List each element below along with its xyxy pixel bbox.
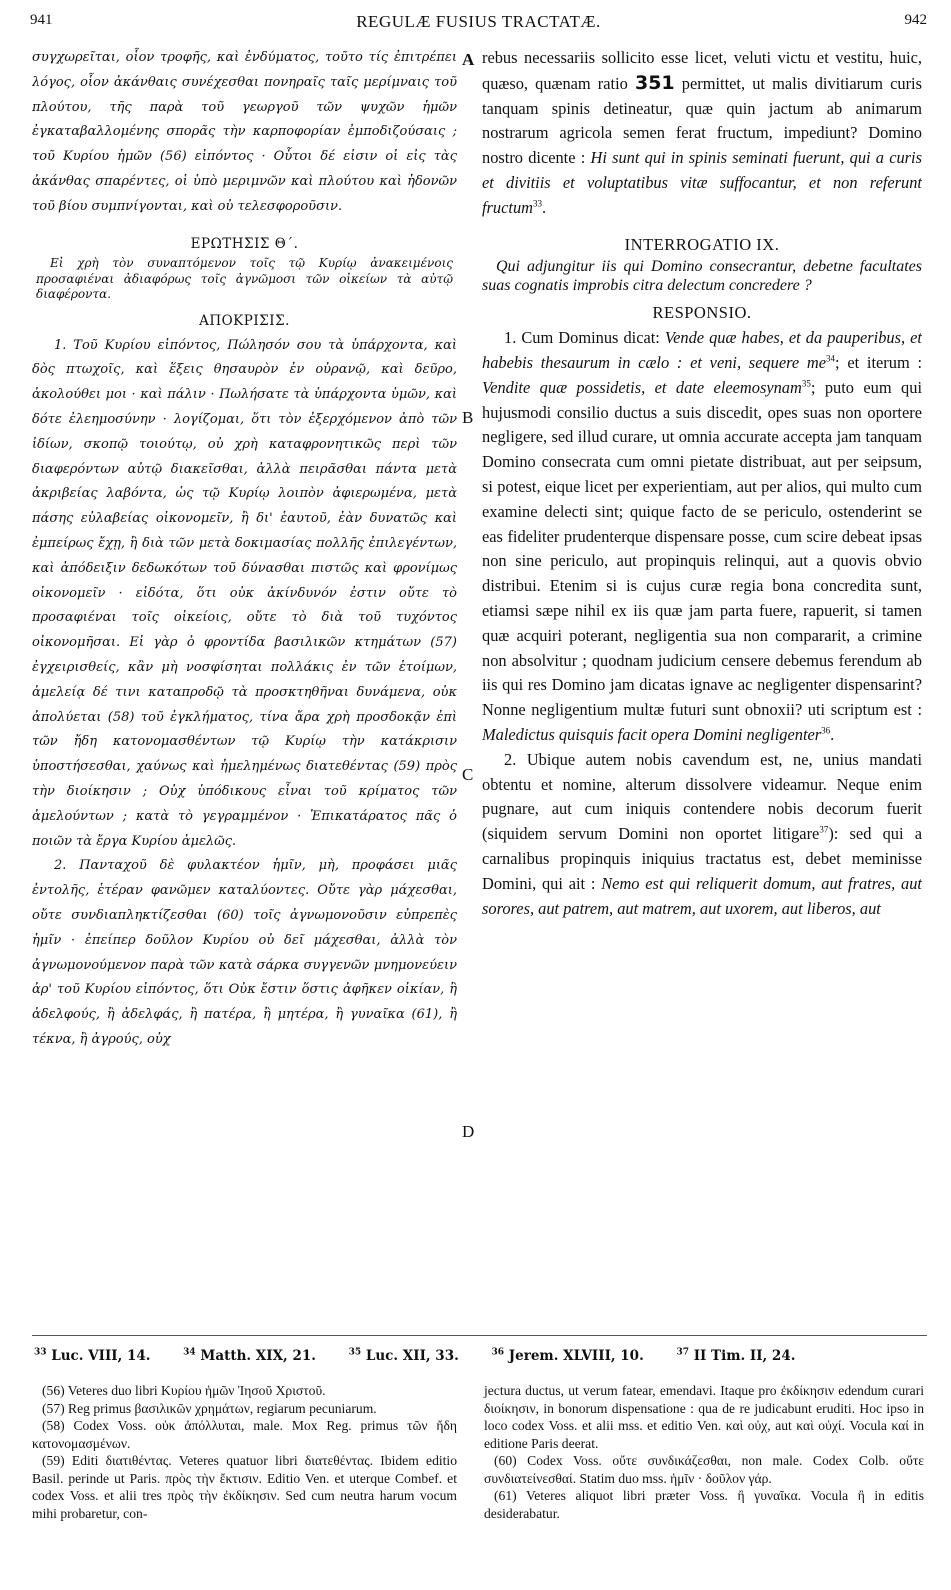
latin-text: 2. Ubique autem nobis cavendum est, ne, unius mandati obtentu et nomine, alterum dissolvere videamur. Neque enim pugnare, aut cum iniquis contendere nobis decorum fuerit (siquidem servum Domini non oportet litigare — [482, 749, 922, 844]
latin-question-heading: INTERROGATIO IX. — [624, 234, 780, 254]
margin-letter-b: B — [462, 408, 474, 427]
note: (61) Veteres aliquot libri præter Voss. ἢ γυναῖκα. Vocula ἢ in editis desiderabatur. — [484, 1488, 924, 1521]
citation — [183, 1348, 330, 1364]
page-number-left: 941 — [30, 12, 53, 28]
latin-text: ): sed qui a carnalibus propinquis iniquius tractatus est, debet meminisse Domini, qui ait : — [482, 824, 922, 893]
footnote-ref: 33 — [533, 198, 542, 209]
citation — [349, 1348, 473, 1364]
latin-paragraph-3 — [482, 748, 922, 922]
citation-text: II Tim. II, 24. — [693, 1348, 796, 1364]
footnote-ref: 35 — [801, 378, 811, 389]
citation-number: 37 — [676, 1347, 690, 1358]
latin-text: rebus necessariis sollicito esse licet, veluti victu et vestitu, huic, quæso, quænam ratio — [482, 48, 922, 93]
greek-question: Εἰ χρὴ τὸν συναπτόμενον τοῖς τῷ Κυρίῳ ἀνακειμένοις προσαφιέναι ἀδιαφόρως τοῖς ἀγνῶμοσι τῶν οἰκείων τὰ αὐτῷ διαφέροντα. — [36, 256, 453, 302]
citation — [492, 1348, 658, 1364]
margin-letter-d: D — [462, 1122, 475, 1141]
latin-question: Qui adjungitur iis qui Domino consecrantur, debetne facultates suas cognatis improbis citra delectum concredere ? — [482, 258, 922, 295]
column-number-351: 351 — [634, 71, 675, 94]
scripture-citations — [34, 1348, 934, 1364]
greek-paragraph-2: 1. Τοῦ Κυρίου εἰπόντος, Πώλησόν σου τὰ ὑπάρχοντα, καὶ δὸς πτωχοῖς, καὶ ἕξεις θησαυρὸν ἐν οὐρανῷ, καὶ δεῦρο, ἀκολούθει μοι · καὶ πάλιν · Πωλήσατε τὰ ὑπάρχοντα ὑμῶν, καὶ δότε ἐλεημοσύνην · λογίζομαι, ὅτι τὸν ἐξερχόμενον ἀπὸ τῶν ἰδίων, σκοπῷ τοιούτῳ, οὐ χρὴ καταφρονητικῶς περὶ τῶν διαφερόντων αὐτῷ διακεῖσθαι, ἀλλὰ πειρᾶσθαι πάντα μετὰ ἀκριβείας λαβόντα, ὡς τῷ Κυρίῳ λοιπὸν ἀφιερωμένα, μετὰ πάσης εὐλαβείας οἰκονομεῖν, ἢ δι' ἑαυτοῦ, ἐὰν δυνατῶς καὶ ἐμπείρως ἔχῃ, ἢ διὰ τῶν μετὰ δοκιμασίας πολλῆς ἐπιλεγέντων, καὶ ἀπόδειξιν δεδωκότων τοῦ δύνασθαι πιστῶς καὶ φρονίμως οἰκονομεῖν · εἰδότα, ὅτι οὐκ ἀκίνδυνόν ἐστιν οὔτε τὸ προσαφιέναι τοῖς οἰκείοις, οὔτε τὸ διὰ τοῦ τυχόντος οἰκονομῆσαι. Εἰ γὰρ ὁ φροντίδα βασιλικῶν κτημάτων (57) ἐγχειρισθείς, κἂν μὴ νοσφίσηται πολλάκις ἐν τῶν ἑτοίμων, ἀμελείᾳ δέ τινι καταπροδῷ τὰ προσκτηθῆναι δυνάμενα, οὐκ ἀπολύεται (58) τοῦ ἐγκλήματος, τίνα ἄρα χρὴ προσδοκᾷν ἐπὶ τῶν ἤδη κατονομασθέντων τῷ Κυρίῳ τὴν κατάκρισιν ὑποστήσεσθαι, χαύνως καὶ ἠμελημένως διατεθέντας (59) πρὸς τὴν διοίκησιν ; Οὐχ ὑπόδικους εἶναι τοῦ κρίματος τῶν ἀμελούντων ; κατὰ τὸ γεγραμμένον · Ἐπικατάρατος πᾶς ὁ ποιῶν τὰ ἔργα Κυρίου ἀμελῶς. — [32, 337, 457, 849]
margin-letter-c: C — [462, 765, 474, 784]
footnote-ref: 37 — [819, 824, 829, 835]
greek-question-heading: ΕΡΩΤΗΣΙΣ Θ΄. — [190, 235, 299, 252]
page-number-right: 942 — [904, 12, 927, 28]
note: (58) Codex Voss. οὐκ ἀπόλλυται, male. Mox Reg. primus τῶν ἤδη κατονομασμένων. — [32, 1418, 457, 1451]
greek-paragraph-3: 2. Πανταχοῦ δὲ φυλακτέον ἡμῖν, μὴ, προφάσει μιᾶς ἐντολῆς, ἑτέραν φανῶμεν καταλύοντες. Οὔτε γὰρ μάχεσθαι, οὔτε συνδιαπληκτίζεσθαι (60) τοῖς ἀγνωμονοῦσιν εὐπρεπὲς ἡμῖν · ἐπείπερ δοῦλον Κυρίου οὐ δεῖ μάχεσθαι, ἀλλὰ τὸν ἀγνωμονούμενον παρὰ τῶν κατὰ σάρκα συγγενῶν μνημονεύειν ἀρ' τοῦ Κυρίου εἰπόντος, ὅτι Οὐκ ἔστιν ὅστις ἀφῆκεν οἰκίαν, ἢ ἀδελφούς, ἢ ἀδελφάς, ἢ πατέρα, ἢ μητέρα, ἢ γυναῖκα (61), ἢ τέκνα, ἢ ἀγρούς, οὐχ — [32, 858, 457, 1047]
latin-text: ; et iterum : — [835, 352, 922, 372]
latin-quote: Vendite quæ possidetis, et date eleemosynam — [482, 377, 802, 397]
latin-paragraph-2: 1. Cum Dominus dicat: Vende quæ habes, et da pauperibus, et habebis thesaurum in cælo : et veni, sequere $me^{34}$; et iterum : Vendite quæ possidetis, et date eleemosynam$^{35}$; puto eum qui hujusmodi consilio ductus a suis discedit, opes suas non oportere negligere, sed illud curare, ut omnia accurate accepta jam tanquam Domino consecrata cum omni pietate distribuat, aut per seipsum, si potest, eique licet per experientiam, aut per alios, qui multo cum examine delecti sint; quique facto de se periculo, ostenderint se eas fideliter prudenterque dispensare posse, cum scire debeat ipsas non sine periculo, aut propinquis relinqui, aut a quovis obvio distribui. Etenim si is cujus curæ regia bona concredita sunt, etiamsi sæpe nihil ex iis quæ jam parta fuere, rapuerit, si tamen quæ acquiri poterant, negligentia sua non compararit, a crimine non absolvitur ; quodnam judicium censere debemus ferendum ab iis qui res Domino jam dicatas ignave ac negligenter dispensarint? Nonne negligentium multæ futuri sunt obnoxii? uti scriptum est : Maledictus quisquis facit opera Domini negligenter$^{36}$. — [482, 328, 922, 744]
citation-text: Luc. XII, 33. — [365, 1348, 459, 1364]
citation-number: 36 — [491, 1347, 505, 1358]
latin-quote: Vende quæ habes, et da pauperibus, et habebis thesaurum in cælo : et veni, sequere me — [482, 328, 922, 372]
notes-left-column — [32, 1382, 457, 1522]
footnote-ref: 36 — [821, 725, 831, 736]
greek-paragraph-1: συγχωρεῖται, οἷον τροφῆς, καὶ ἐνδύματος, τοῦτο τίς ἐπιτρέπει λόγος, οἷον ἀκάνθαις συνέχεσθαι πονηραῖς ταῖς μερίμναις τοῦ πλούτου, τῆς παρὰ τοῦ γεωργοῦ τῶν ψυχῶν ἡμῶν ἐγκαταβαλλομένης σπορᾶς τὴν καρποφορίαν ἐμποδιζούσαις ; τοῦ Κυρίου ἡμῶν (56) εἰπόντος · Οὗτοι δέ εἰσιν οἱ εἰς τὰς ἀκάνθας σπαρέντες, οἱ ὑπὸ μεριμνῶν καὶ πλούτου καὶ ἡδονῶν τοῦ βίου συμπνίγονται, καὶ οὐ τελεσφοροῦσιν. — [32, 50, 457, 214]
citation-text: Jerem. XLVIII, 10. — [508, 1348, 644, 1364]
latin-text: ; puto eum qui hujusmodi consilio ductus a suis discedit, opes suas non oportere negligere, sed illud curare, ut omnia accurate accepta jam tanquam Domino consecrata cum omni pietate distribuat, aut per seipsum, si potest, eique licet per experientiam, aut per alios, qui multo cum examine delecti sint; quique facto de se periculo, ostenderint se eas fideliter prudenterque dispensare posse, cum scire debeat ipsas non sine periculo, aut propinquis relinqui, aut a quovis obvio distribui. Etenim si is cujus curæ regia bona concredita sunt, etiamsi sæpe nihil ex iis quæ jam parta fuere, rapuerit, si tamen quæ acquiri poterant, negligentia sua non compararit, a crimine non absolvitur ; quodnam judicium censere debemus ferendum ab iis qui res Domino jam dicatas ignave ac negligenter dispensarint? Nonne negligentium multæ futuri sunt obnoxii? uti scriptum est : — [482, 377, 922, 720]
latin-quote: Hi sunt qui in spinis seminati fuerunt, qui a curis et divitiis et voluptatibus vitæ suffocantur, et non referunt fructum — [482, 148, 922, 217]
footnote-rule — [32, 1335, 927, 1336]
note: jectura ductus, ut verum fatear, emendavi. Itaque pro ἐκδίκησιν edendum curari διοίκησιν, in bonorum dispensatione : qua de re judicabunt eruditi. Hoc ipso in loco codex Voss. et alii mss. et editio Ven. καὶ οὐχ, aut καὶ οὐχί. Vocula καί in editione Paris deerat. — [484, 1383, 924, 1451]
notes-right-column — [484, 1382, 924, 1522]
running-header — [30, 12, 927, 36]
note: (60) Codex Voss. οὔτε συνδικάζεσθαι, non male. Codex Colb. οὔτε συνδιατείνεσθαί. Statim duo mss. ἡμῖν · δοῦλον γάρ. — [484, 1453, 924, 1486]
latin-text: 1. Cum Dominus dicat: — [504, 328, 660, 348]
note: (56) Veteres duo libri Κυρίου ἡμῶν Ἰησοῦ Χριστοῦ. — [42, 1383, 326, 1398]
running-title: REGULÆ FUSIUS TRACTATÆ. — [356, 12, 601, 31]
greek-column — [32, 46, 457, 1286]
latin-quote: Maledictus quisquis facit opera Domini negligenter — [482, 724, 822, 744]
note: (57) Reg primus βασιλικῶν χρημάτων, regiarum pecuniarum. — [42, 1400, 377, 1416]
citation-text: Matth. XIX, 21. — [200, 1348, 316, 1364]
note: (59) Editi διατιθέντας. Veteres quatuor libri διατεθέντας. Ibidem editio Basil. perinde ut Paris. πρὸς τὴν ἔκτισιν. Editio Ven. et uterque Combef. et codex Voss. et alii tres πρὸς τὴν ἐκδίκησιν. Sed cum neutra harum vocum mihi probaretur, con- — [32, 1453, 457, 1521]
latin-paragraph-1: rebus necessariis sollicito esse licet, veluti victu et vestitu, huic, quæso, quænam ratio 351 permittet, ut malis divitiarum curis tanquam spinis detineatur, quæ quin jactum ab animarum nostrarum agricola semen ferat fructum, impediunt? Domino nostro dicente : Hi sunt qui in spinis seminati fuerunt, qui a curis et divitiis et voluptatibus vitæ suffocantur, et non referunt fructum$^{33}$. — [482, 48, 922, 217]
margin-letter-a: A — [462, 50, 475, 69]
latin-response-heading: RESPONSIO. — [652, 303, 752, 323]
citation — [34, 1348, 164, 1364]
latin-quote: Nemo est qui reliquerit domum, aut fratres, aut sorores, aut patrem, aut matrem, aut uxorem, aut liberos, aut — [482, 873, 922, 918]
citation-number: 34 — [183, 1347, 196, 1358]
footnote-ref: 34 — [826, 353, 836, 364]
greek-response-heading: ΑΠΟΚΡΙΣΙΣ. — [199, 312, 290, 329]
latin-column — [482, 46, 922, 1286]
latin-text: permittet, ut malis divitiarum curis tanquam spinis detineatur, quæ quin jactum ab animarum nostrarum agricola semen ferat fructum, impediunt? Domino nostro dicente : — [482, 73, 922, 168]
citation-number: 35 — [348, 1347, 362, 1358]
citation-text: Luc. VIII, 14. — [51, 1348, 151, 1364]
citation-number: 33 — [34, 1347, 47, 1358]
citation — [676, 1348, 809, 1364]
